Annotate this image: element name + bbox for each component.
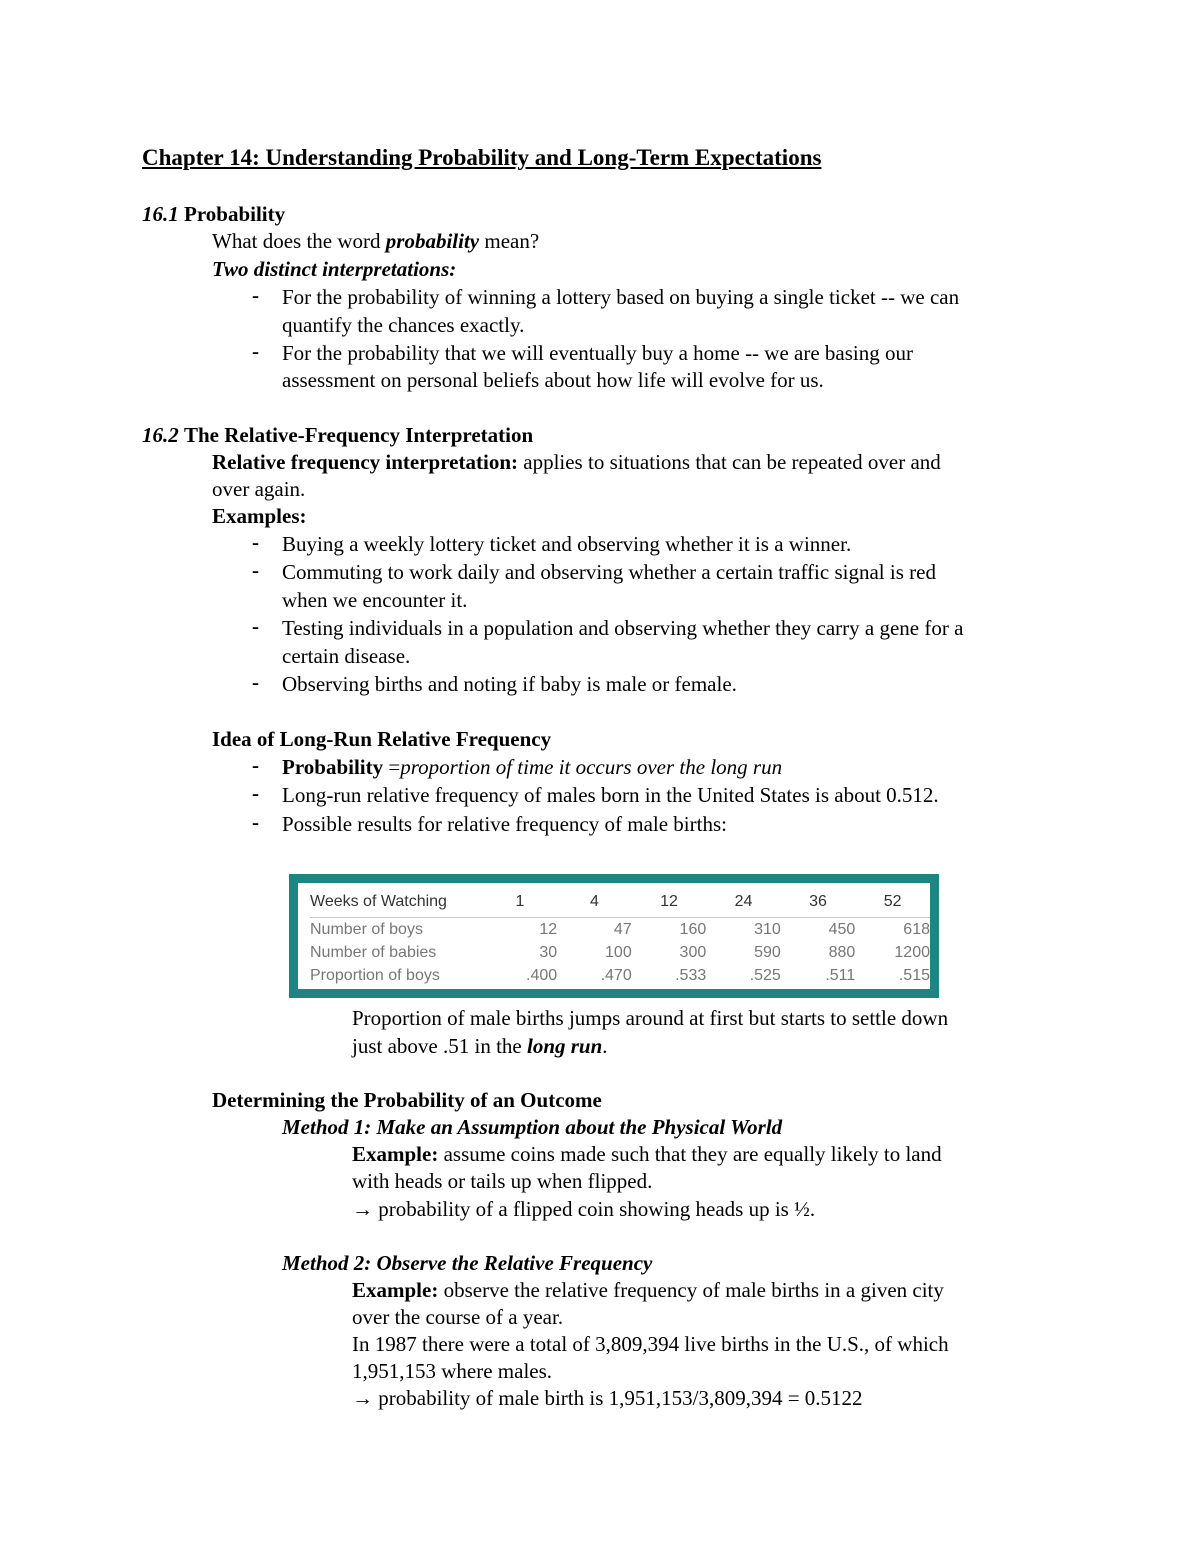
section-title: The Relative-Frequency Interpretation	[184, 423, 534, 447]
table-cell: .525	[749, 966, 781, 984]
method-2-example-cont: over the course of a year.	[352, 1305, 564, 1329]
male-births-table	[310, 890, 930, 987]
table-note-cont	[352, 1032, 608, 1060]
chapter-title: Chapter 14: Understanding Probability and Long-Term Expectations	[142, 145, 822, 170]
example-item: Commuting to work daily and observing whether a certain traffic signal is red	[282, 560, 936, 584]
note-end: .	[602, 1034, 608, 1058]
bullet-dash: -	[252, 614, 259, 638]
example-item: Testing individuals in a population and observing whether they carry a gene for a	[282, 616, 964, 640]
probability-definition	[282, 753, 782, 781]
table-cell: 310	[706, 918, 781, 942]
section-number: 16.2	[142, 423, 179, 447]
long-run-fact: Long-run relative frequency of males born in the United States is about 0.512.	[282, 783, 939, 807]
table-note: Proportion of male births jumps around at first but starts to settle down	[352, 1006, 949, 1030]
bullet-text: For the probability of winning a lottery based on buying a single ticket -- we can	[282, 285, 960, 309]
table-cell: 590	[754, 943, 781, 961]
table-cell: 618	[855, 918, 930, 942]
table-cell: .515	[898, 966, 930, 984]
example-text: observe the relative frequency of male births in a given city	[438, 1278, 944, 1302]
question-end: mean?	[479, 229, 540, 253]
right-arrow-icon: →	[352, 1197, 373, 1221]
table-cell: 880	[828, 943, 856, 961]
bullet-text-cont: assessment on personal beliefs about how life will evolve for us.	[282, 368, 824, 392]
determining-heading: Determining the Probability of an Outcome	[212, 1088, 602, 1112]
bullet-text: For the probability that we will eventually buy a home -- we are basing our	[282, 341, 913, 365]
bullet-dash: -	[252, 753, 259, 777]
probability-meaning: proportion of time it occurs over the long run	[400, 755, 783, 779]
table-row	[310, 918, 930, 942]
week-cell: 1	[515, 892, 525, 910]
table-cell: .400	[526, 966, 558, 984]
right-arrow-icon: →	[352, 1386, 373, 1410]
definition-cont: over again.	[212, 477, 306, 501]
births-fact: In 1987 there were a total of 3,809,394 live births in the U.S., of which	[352, 1332, 949, 1356]
method-1-example-cont: with heads or tails up when flipped.	[352, 1169, 653, 1193]
bullet-text-cont: quantify the chances exactly.	[282, 313, 525, 337]
definition-text: applies to situations that can be repeated over and	[518, 450, 941, 474]
table-cell: 100	[605, 943, 632, 961]
row-label: Proportion of boys	[310, 966, 440, 984]
equals-sign: =	[383, 755, 401, 779]
section-16-1-heading	[142, 200, 285, 228]
example-text: assume coins made such that they are equally likely to land	[438, 1142, 942, 1166]
definition-line	[212, 448, 941, 476]
question-term: probability	[385, 229, 480, 253]
examples-label: Examples:	[212, 504, 307, 528]
week-cell: 36	[809, 892, 827, 910]
bullet-dash: -	[252, 530, 259, 554]
row-label: Number of boys	[310, 918, 483, 942]
bullet-dash: -	[252, 339, 259, 363]
table-cell: 1200	[894, 943, 930, 961]
example-item: Observing births and noting if baby is male or female.	[282, 672, 737, 696]
method-2-example	[352, 1276, 944, 1304]
section-16-2-heading	[142, 421, 533, 449]
example-label: Example:	[352, 1278, 439, 1302]
table-row	[310, 941, 930, 964]
example-item-cont: certain disease.	[282, 644, 411, 668]
method-2-result	[352, 1384, 863, 1412]
table-cell: .533	[675, 966, 707, 984]
births-fact-cont: 1,951,153 where males.	[352, 1359, 553, 1383]
example-label: Example:	[352, 1142, 439, 1166]
probability-question	[212, 227, 539, 255]
probability-term: Probability	[282, 755, 384, 779]
long-run-heading: Idea of Long-Run Relative Frequency	[212, 727, 552, 751]
table-row	[310, 964, 930, 987]
example-item: Buying a weekly lottery ticket and observing whether it is a winner.	[282, 532, 852, 556]
method-1-example	[352, 1140, 942, 1168]
table-cell: .511	[825, 966, 856, 984]
table-cell: 160	[632, 918, 707, 942]
table-cell: .470	[600, 966, 632, 984]
note-text: just above .51 in the	[352, 1034, 527, 1058]
result-text: probability of a flipped coin showing heads up is ½.	[373, 1197, 816, 1221]
bullet-dash: -	[252, 558, 259, 582]
table-header-row	[310, 890, 930, 918]
method-1-heading: Method 1: Make an Assumption about the Physical World	[282, 1115, 783, 1139]
bullet-dash: -	[252, 781, 259, 805]
question-text: What does the word	[212, 229, 386, 253]
section-number: 16.1	[142, 202, 179, 226]
bullet-dash: -	[252, 283, 259, 307]
header-label: Weeks of Watching	[310, 892, 447, 910]
week-cell: 24	[734, 892, 753, 910]
result-text: probability of male birth is 1,951,153/3,809,394 = 0.5122	[373, 1386, 863, 1410]
table-cell: 12	[483, 918, 558, 942]
interpretations-subheading: Two distinct interpretations:	[212, 257, 457, 281]
section-title: Probability	[184, 202, 286, 226]
example-item-cont: when we encounter it.	[282, 588, 468, 612]
bullet-dash: -	[252, 670, 259, 694]
table-cell: 47	[557, 918, 632, 942]
table-cell: 300	[679, 943, 707, 961]
week-cell: 52	[883, 892, 902, 910]
definition-term: Relative frequency interpretation:	[212, 450, 518, 474]
week-cell: 4	[590, 892, 599, 910]
method-2-heading: Method 2: Observe the Relative Frequency	[282, 1251, 653, 1275]
table-panel	[298, 883, 930, 989]
bullet-dash: -	[252, 810, 259, 834]
note-term: long run	[526, 1034, 603, 1058]
row-label: Number of babies	[310, 943, 437, 961]
male-births-table-figure	[289, 874, 939, 998]
method-1-result	[352, 1195, 815, 1223]
table-cell: 450	[781, 918, 855, 942]
week-cell: 12	[660, 892, 678, 910]
table-cell: 30	[539, 943, 558, 961]
possible-results: Possible results for relative frequency of male births:	[282, 812, 727, 836]
